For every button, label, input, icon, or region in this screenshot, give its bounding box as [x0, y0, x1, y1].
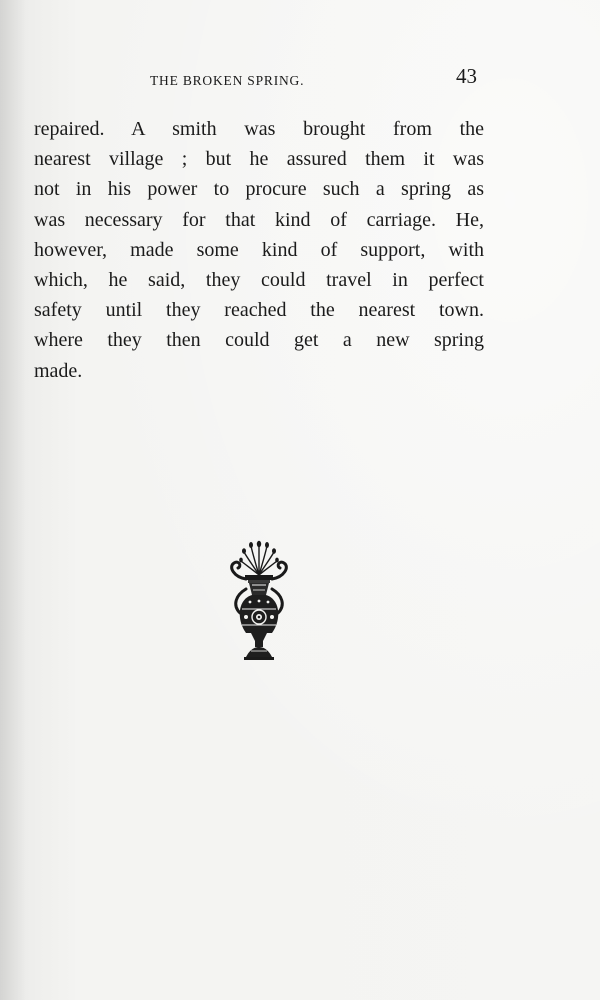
- text-line: which, he said, they could travel in perfect: [34, 268, 484, 291]
- text-line: repaired. A smith was brought from the: [34, 118, 484, 140]
- text-line: was necessary for that kind of carriage. He,: [34, 208, 484, 231]
- text-line: however, made some kind of support, with: [34, 238, 484, 261]
- text-line: not in his power to procure such a spring as: [34, 178, 484, 201]
- spine-shadow: [0, 0, 26, 1000]
- urn-vase-ornament-icon: [224, 537, 294, 669]
- page-number: 43: [456, 64, 477, 88]
- text-line: made.: [34, 359, 83, 382]
- text-line: where they then could get a new spring: [34, 329, 484, 352]
- body-paragraph: [34, 114, 484, 386]
- text-line: nearest village ; but he assured them it was: [34, 148, 484, 171]
- text-line: safety until they reached the nearest town.: [34, 299, 484, 322]
- running-head: THE BROKEN SPRING.: [150, 73, 305, 88]
